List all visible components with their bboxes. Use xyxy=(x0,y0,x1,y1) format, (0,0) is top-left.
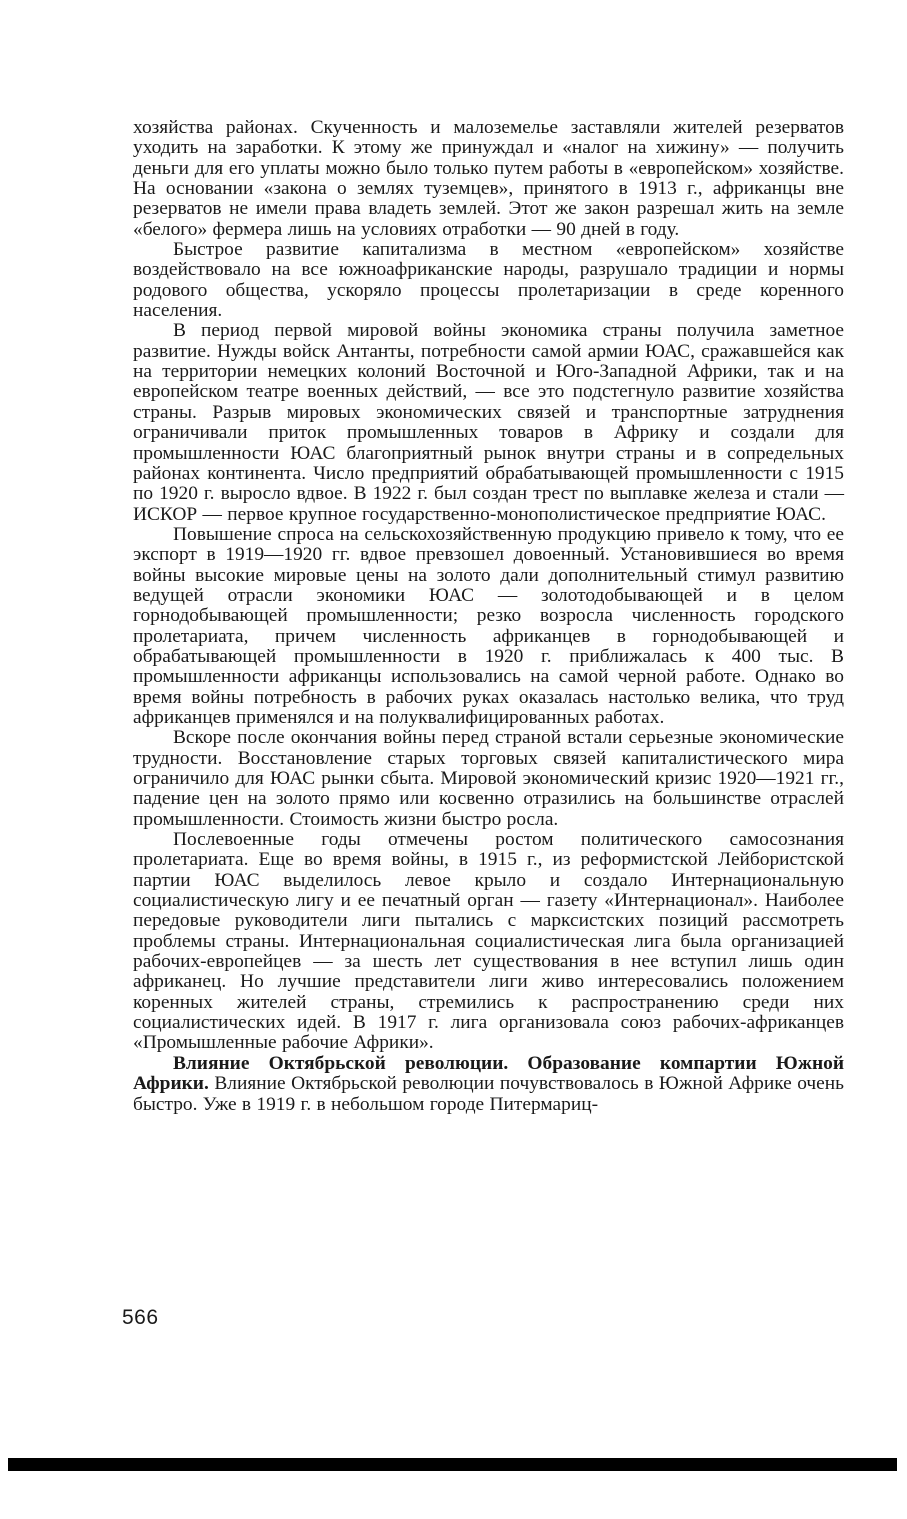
page-number: 566 xyxy=(122,1306,159,1329)
paragraph-4: Повышение спроса на сельскохозяйственную продукцию привело к тому, что ее экспорт в 1919—1920 гг. вдвое превзошел довоенный. Установившиеся во время войны высокие мировые цены на золото дали дополнительный стимул развитию ведущей отрасли экономики ЮАС — золотодобывающей и в целом горнодобывающей промышленности; резко возросла численность городского пролетариата, причем численность африканцев в горнодобывающей и обрабатывающей промышленности в 1920 г. приближалась к 400 тыс. В промышленности африканцы использовались на самой черной работе. Однако во время войны потребность в рабочих руках оказалась настолько велика, что труд африканцев применялся и на полуквалифицированных работах. xyxy=(133,523,844,728)
scan-edge-bar xyxy=(8,1458,897,1471)
section-paragraph xyxy=(133,1054,844,1115)
section-heading: Влияние Октябрьской революции. Образование компартии Южной Африки. xyxy=(133,1052,844,1095)
paragraph-2: Быстрое развитие капитализма в местном «европейском» хозяйстве воздействовало на все южноафриканские народы, разрушало традиции и нормы родового общества, ускоряло процессы пролетаризации в среде коренного населения. xyxy=(133,239,844,322)
paragraph-1: хозяйства районах. Скученность и малоземелье заставляли жителей резерватов уходить на заработки. К этому же принуждал и «налог на хижину» — получить деньги для его уплаты можно было только путем работы в «европейском» хозяйстве. На основании «закона о землях туземцев», принятого в 1913 г., африканцы вне резерватов не имели права владеть землей. Этот же закон разрешал жить на земле «белого» фермера лишь на условиях отработки — 90 дней в году. xyxy=(133,117,844,240)
paragraph-3: В период первой мировой войны экономика страны получила заметное развитие. Нужды войск Антанты, потребности самой армии ЮАС, сражавшейся как на территории немецких колоний Восточной и Юго-Западной Африки, так и на европейском театре военных действий, — все это подстегнуло развитие хозяйства страны. Разрыв мировых экономических связей и транспортные затруднения ограничивали приток промышленных товаров в Африку и создали для промышленности ЮАС благоприятный рынок внутри страны и в сопредельных районах континента. Число предприятий обрабатывающей промышленности с 1915 по 1920 г. выросло вдвое. В 1922 г. был создан трест по выплавке железа и стали — ИСКОР — первое крупное государственно-монополистическое предприятие ЮАС. xyxy=(133,320,844,525)
paragraph-5: Вскоре после окончания войны перед страной встали серьезные экономические трудности. Восстановление старых торговых связей капиталистического мира ограничило для ЮАС рынки сбыта. Мировой экономический кризис 1920—1921 гг., падение цен на золото прямо или косвенно отразились на большинстве отраслей промышленности. Стоимость жизни быстро росла. xyxy=(133,727,844,830)
page-text xyxy=(133,118,844,1115)
paragraph-6: Послевоенные годы отмечены ростом политического самосознания пролетариата. Еще во время войны, в 1915 г., из реформистской Лейбористской партии ЮАС выделилось левое крыло и создало Интернациональную социалистическую лигу и ее печатный орган — газету «Интернационал». Наиболее передовые руководители лиги пытались с марксистских позиций рассмотреть проблемы страны. Интернациональная социалистическая лига была организацией рабочих-европейцев — за шесть лет существования в нее вступил лишь один африканец. Но лучшие представители лиги живо интересовались положением коренных жителей страны, стремились к распространению среди них социалистических идей. В 1917 г. лига организовала союз рабочих-африканцев «Промышленные рабочие Африки». xyxy=(133,829,844,1054)
section-text: Влияние Октябрьской революции почувствовалось в Южной Африке очень быстро. Уже в 1919 г. в небольшом городе Питермариц- xyxy=(133,1073,844,1115)
